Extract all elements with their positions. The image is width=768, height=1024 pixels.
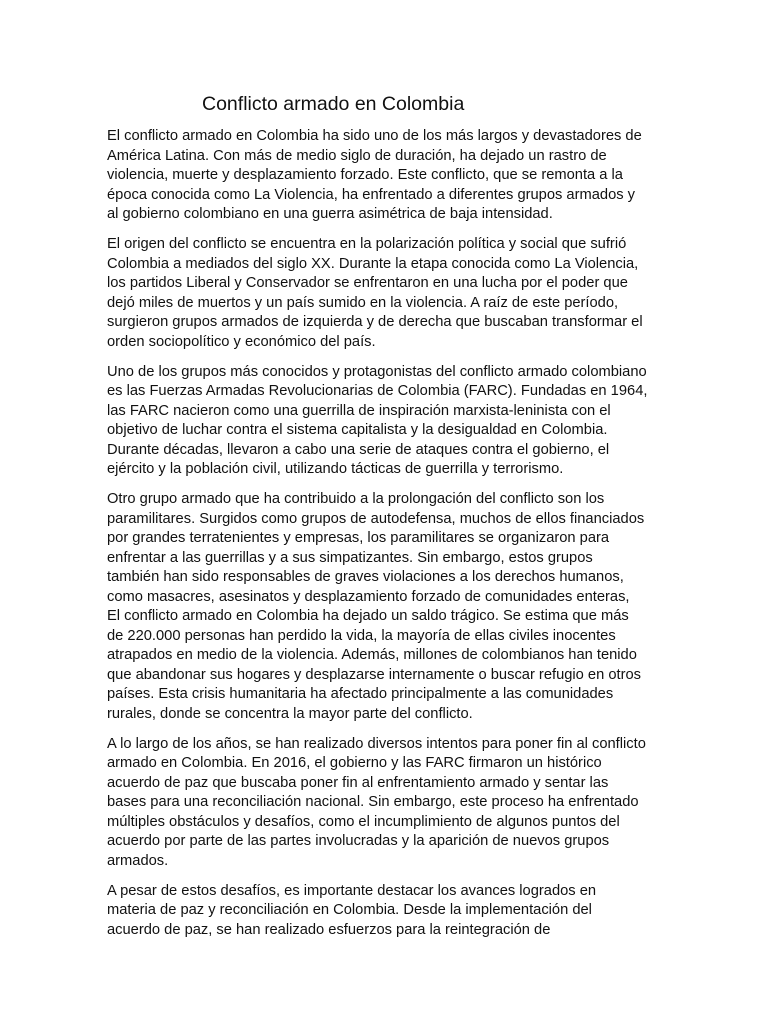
text-line: como masacres, asesinatos y desplazamiento forzado de comunidades enteras,	[107, 588, 630, 605]
text-line: acuerdo de paz que buscaba poner fin al enfrentamiento armado y sentar las	[107, 774, 609, 791]
text-line: orden sociopolítico y económico del país.	[107, 333, 376, 350]
text-line: Uno de los grupos más conocidos y protagonistas del conflicto armado colombiano	[107, 363, 647, 380]
paragraph-4	[107, 490, 682, 724]
text-line: de 220.000 personas han perdido la vida, la mayoría de ellas civiles inocentes	[107, 627, 616, 644]
text-line: armados.	[107, 852, 169, 869]
text-line: A pesar de estos desafíos, es importante destacar los avances logrados en	[107, 882, 597, 899]
text-line: los partidos Liberal y Conservador se enfrentaron en una lucha por el poder que	[107, 275, 628, 291]
text-line: dejó miles de muertos y un país sumido en la violencia. A raíz de este período,	[107, 294, 619, 311]
text-line: América Latina. Con más de medio siglo de duración, ha dejado un rastro de	[107, 147, 607, 164]
text-line: múltiples obstáculos y desafíos, como el incumplimiento de algunos puntos del	[107, 813, 620, 830]
text-line: enfrentar a las guerrillas y a sus simpatizantes. Sin embargo, estos grupos	[107, 549, 593, 566]
text-line: rurales, donde se concentra la mayor parte del conflicto.	[107, 705, 473, 722]
text-line: paramilitares. Surgidos como grupos de autodefensa, muchos de ellos financiados	[107, 510, 645, 527]
paragraph-1	[107, 127, 682, 225]
text-line: armado en Colombia. En 2016, el gobierno y las FARC firmaron un histórico	[107, 755, 602, 771]
paragraph-5	[107, 735, 682, 872]
text-line: también han sido responsables de graves violaciones a los derechos humanos,	[107, 569, 624, 585]
text-line: por grandes terratenientes y empresas, los paramilitares se organizaron para	[107, 530, 610, 546]
text-line: las FARC nacieron como una guerrilla de inspiración marxista-leninista con el	[107, 402, 611, 419]
text-line: atrapados en medio de la violencia. Además, millones de colombianos han tenido	[107, 647, 637, 663]
text-line: al gobierno colombiano en una guerra asimétrica de baja intensidad.	[107, 206, 553, 222]
text-line: violencia, muerte y desplazamiento forzado. Este conflicto, que se remonta a la	[107, 167, 623, 183]
text-line: que abandonar sus hogares y desplazarse internamente o buscar refugio en otros	[107, 666, 641, 683]
text-line: El conflicto armado en Colombia ha sido uno de los más largos y devastadores de	[107, 128, 642, 144]
document-body	[107, 127, 682, 951]
text-line: Otro grupo armado que ha contribuido a la prolongación del conflicto son los	[107, 491, 605, 507]
text-line: bases para una reconciliación nacional. Sin embargo, este proceso ha enfrentado	[107, 794, 639, 810]
paragraph-3	[107, 363, 682, 480]
text-line: El conflicto armado en Colombia ha dejado un saldo trágico. Se estima que más	[107, 608, 629, 624]
document-title: Conflicto armado en Colombia	[202, 93, 465, 115]
text-line: Colombia a mediados del siglo XX. Durante la etapa conocida como La Violencia,	[107, 255, 639, 272]
text-line: acuerdo por parte de las partes involucradas y la aparición de nuevos grupos	[107, 833, 610, 849]
text-line: época conocida como La Violencia, ha enfrentado a diferentes grupos armados y	[107, 186, 636, 203]
text-line: ejército y la población civil, utilizando tácticas de guerrilla y terrorismo.	[107, 461, 564, 477]
text-line: El origen del conflicto se encuentra en la polarización política y social que sufrió	[107, 236, 627, 252]
paragraph-6	[107, 882, 682, 941]
text-line: A lo largo de los años, se han realizado diversos intentos para poner fin al conflicto	[107, 735, 646, 752]
text-line: materia de paz y reconciliación en Colombia. Desde la implementación del	[107, 902, 592, 918]
text-line: países. Esta crisis humanitaria ha afectado principalmente a las comunidades	[107, 686, 614, 702]
text-line: surgieron grupos armados de izquierda y de derecha que buscaban transformar el	[107, 314, 643, 330]
text-line: objetivo de luchar contra el sistema capitalista y la desigualdad en Colombia.	[107, 422, 608, 438]
text-line: Durante décadas, llevaron a cabo una serie de ataques contra el gobierno, el	[107, 441, 610, 458]
text-line: acuerdo de paz, se han realizado esfuerzos para la reintegración de	[107, 921, 551, 938]
paragraph-2	[107, 235, 682, 352]
text-line: es las Fuerzas Armadas Revolucionarias de Colombia (FARC). Fundadas en 1964,	[107, 383, 648, 399]
